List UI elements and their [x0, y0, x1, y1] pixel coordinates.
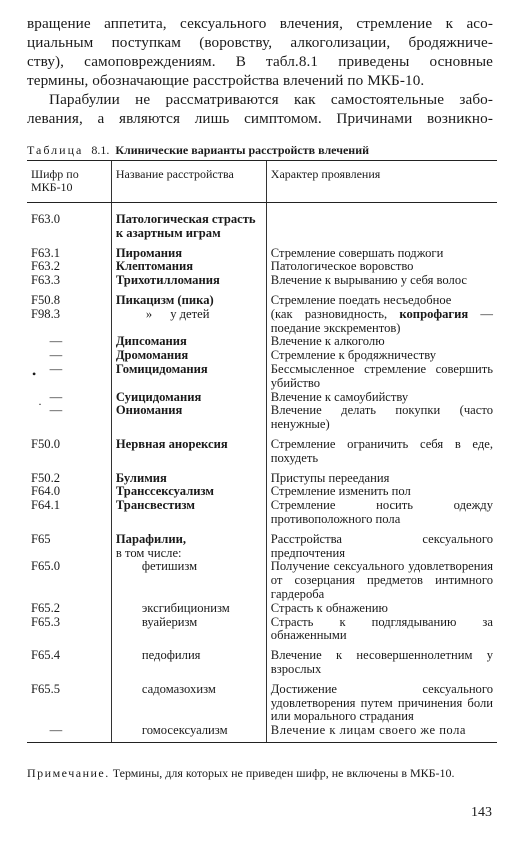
row-description: Влечение к самоубийству	[266, 391, 497, 405]
row-name: эксгибиционизм	[111, 602, 266, 616]
row-description: Патологическое воровство	[266, 260, 497, 274]
row-code: —	[49, 361, 63, 376]
row-description: Стремление к бродяжничеству	[266, 349, 497, 363]
table-row	[27, 677, 497, 724]
paragraph-line: Парабулии не рассматриваются как самостоятельные забо-	[49, 91, 493, 108]
table-row	[27, 499, 497, 527]
table-row	[27, 349, 497, 363]
row-description: Стремление изменить пол	[266, 485, 497, 499]
table-row	[27, 308, 497, 336]
table-row	[27, 643, 497, 677]
table-row	[27, 404, 497, 432]
table-row	[27, 203, 497, 241]
row-name: Суицидомания	[111, 391, 266, 405]
row-description: Стремление носить одежду противоположного пола	[266, 499, 497, 527]
row-description: Бессмысленное стремление совершить убийство	[266, 363, 497, 391]
row-name: садомазохизм	[111, 677, 266, 724]
row-name: Пиромания	[111, 241, 266, 261]
paragraph-line: циальным поступкам (воровству, алкоголизации, бродяжниче-	[27, 34, 493, 51]
row-code: F65.2	[31, 600, 61, 615]
table-row	[27, 241, 497, 261]
row-description: Страсть к обнажению	[266, 602, 497, 616]
row-description: Стремление ограничить себя в еде, похудеть	[266, 432, 497, 466]
table-row	[27, 485, 497, 499]
row-name: вуайеризм	[111, 616, 266, 644]
ditto-mark: »	[145, 306, 153, 321]
table-row	[27, 335, 497, 349]
row-name: Пикацизм (пика)	[111, 288, 266, 308]
caption-title: Клинические варианты расстройств влечений	[115, 143, 370, 157]
caption-number: 8.1.	[91, 143, 110, 157]
row-code: F64.0	[31, 484, 61, 499]
row-code: —	[49, 334, 63, 349]
header-name: Название расстройства	[111, 161, 266, 203]
row-name: Дипсомания	[111, 335, 266, 349]
table-row	[27, 560, 497, 601]
row-description: (как разновидность, копрофагия — поедание экскрементов)	[266, 308, 497, 336]
row-code: F65.5	[31, 681, 61, 696]
table-row	[27, 466, 497, 486]
row-name: Гомицидомания	[111, 363, 266, 391]
paragraph-line: термины, обозначающие расстройства влечений по МКБ-10.	[27, 72, 425, 89]
table-row	[27, 616, 497, 644]
row-code: F65.0	[31, 559, 61, 574]
row-code: F98.3	[31, 306, 61, 321]
row-name: » у детей	[111, 308, 266, 336]
header-description: Характер проявления	[266, 161, 497, 203]
row-description: Страсть к подглядыванию за обнаженными	[266, 616, 497, 644]
row-name: педофилия	[111, 643, 266, 677]
row-name: Транссексуализм	[111, 485, 266, 499]
row-name: Трихотилломания	[111, 274, 266, 288]
row-description: Стремление поедать несъедобное	[266, 288, 497, 308]
table-row	[27, 274, 497, 288]
table-row	[27, 363, 497, 391]
row-description: Приступы переедания	[266, 466, 497, 486]
row-code: F63.1	[31, 245, 61, 260]
body-paragraph	[27, 14, 493, 128]
disorders-table	[27, 160, 497, 743]
print-speck: •	[32, 367, 37, 381]
print-speck: ·	[38, 397, 42, 411]
row-name: Булимия	[111, 466, 266, 486]
table-note	[27, 767, 493, 780]
row-code: F63.3	[31, 273, 61, 288]
row-name: Клептомания	[111, 260, 266, 274]
row-name: Патологическая страсть к азартным играм	[111, 203, 266, 241]
caption-label: Таблица	[27, 143, 84, 157]
row-description: Получение сексуального удовлетворения от созерцания предметов интимного гардероба	[266, 560, 497, 601]
table-row	[27, 432, 497, 466]
row-code: —	[49, 348, 63, 363]
paragraph-line: ству), самоповреждениям. В табл.8.1 приведены основные	[27, 53, 493, 70]
row-description: Влечение к несовершеннолетним у взрослых	[266, 643, 497, 677]
row-name: Нервная анорексия	[111, 432, 266, 466]
row-description: Влечение делать покупки (часто ненужные)	[266, 404, 497, 432]
row-description: Достижение сексуального удовлетворения путем причинения боли или морального страдания	[266, 677, 497, 724]
table-row	[27, 527, 497, 561]
row-code: —	[49, 389, 63, 404]
table-row	[27, 260, 497, 274]
note-label: Примечание.	[27, 766, 110, 780]
row-name: Парафилии, в том числе:	[111, 527, 266, 561]
page-number: 143	[471, 805, 492, 820]
row-code: —	[49, 403, 63, 418]
table-header-row	[27, 161, 497, 203]
row-description: Влечение к лицам своего же пола	[266, 724, 497, 742]
paragraph-line: вращение аппетита, сексуального влечения, стремление к асо-	[27, 15, 493, 32]
row-code: F63.0	[31, 212, 61, 226]
table-row	[27, 391, 497, 405]
row-description	[266, 203, 497, 241]
row-name: гомосексуализм	[111, 724, 266, 742]
note-text: Термины, для которых не приведен шифр, не включены в МКБ-10.	[112, 766, 455, 780]
row-code: F65.3	[31, 614, 61, 629]
row-description: Влечение к вырыванию у себя волос	[266, 274, 497, 288]
row-code: F65.4	[31, 648, 61, 663]
row-description: Стремление совершать поджоги	[266, 241, 497, 261]
row-description: Влечение к алкоголю	[266, 335, 497, 349]
row-code: F63.2	[31, 259, 61, 274]
row-code: F50.8	[31, 292, 61, 307]
row-name-sub: в том числе:	[115, 545, 182, 560]
paragraph-line: левания, а являются лишь симптомом. Причинами возникно-	[27, 110, 493, 127]
row-name: Трансвестизм	[111, 499, 266, 527]
row-code: F50.2	[31, 470, 61, 485]
row-name: Ониомания	[111, 404, 266, 432]
row-name: фетишизм	[111, 560, 266, 601]
row-code: F50.0	[31, 436, 61, 451]
table-row	[27, 288, 497, 308]
row-code: F64.1	[31, 498, 61, 513]
row-code: F65	[31, 531, 51, 546]
header-code: Шифр по МКБ-10	[27, 161, 111, 203]
table-row	[27, 724, 497, 742]
row-code: —	[27, 724, 111, 742]
row-description: Расстройства сексуального предпочтения	[266, 527, 497, 561]
table-row	[27, 602, 497, 616]
row-name: Дромомания	[111, 349, 266, 363]
table-caption	[27, 143, 497, 157]
